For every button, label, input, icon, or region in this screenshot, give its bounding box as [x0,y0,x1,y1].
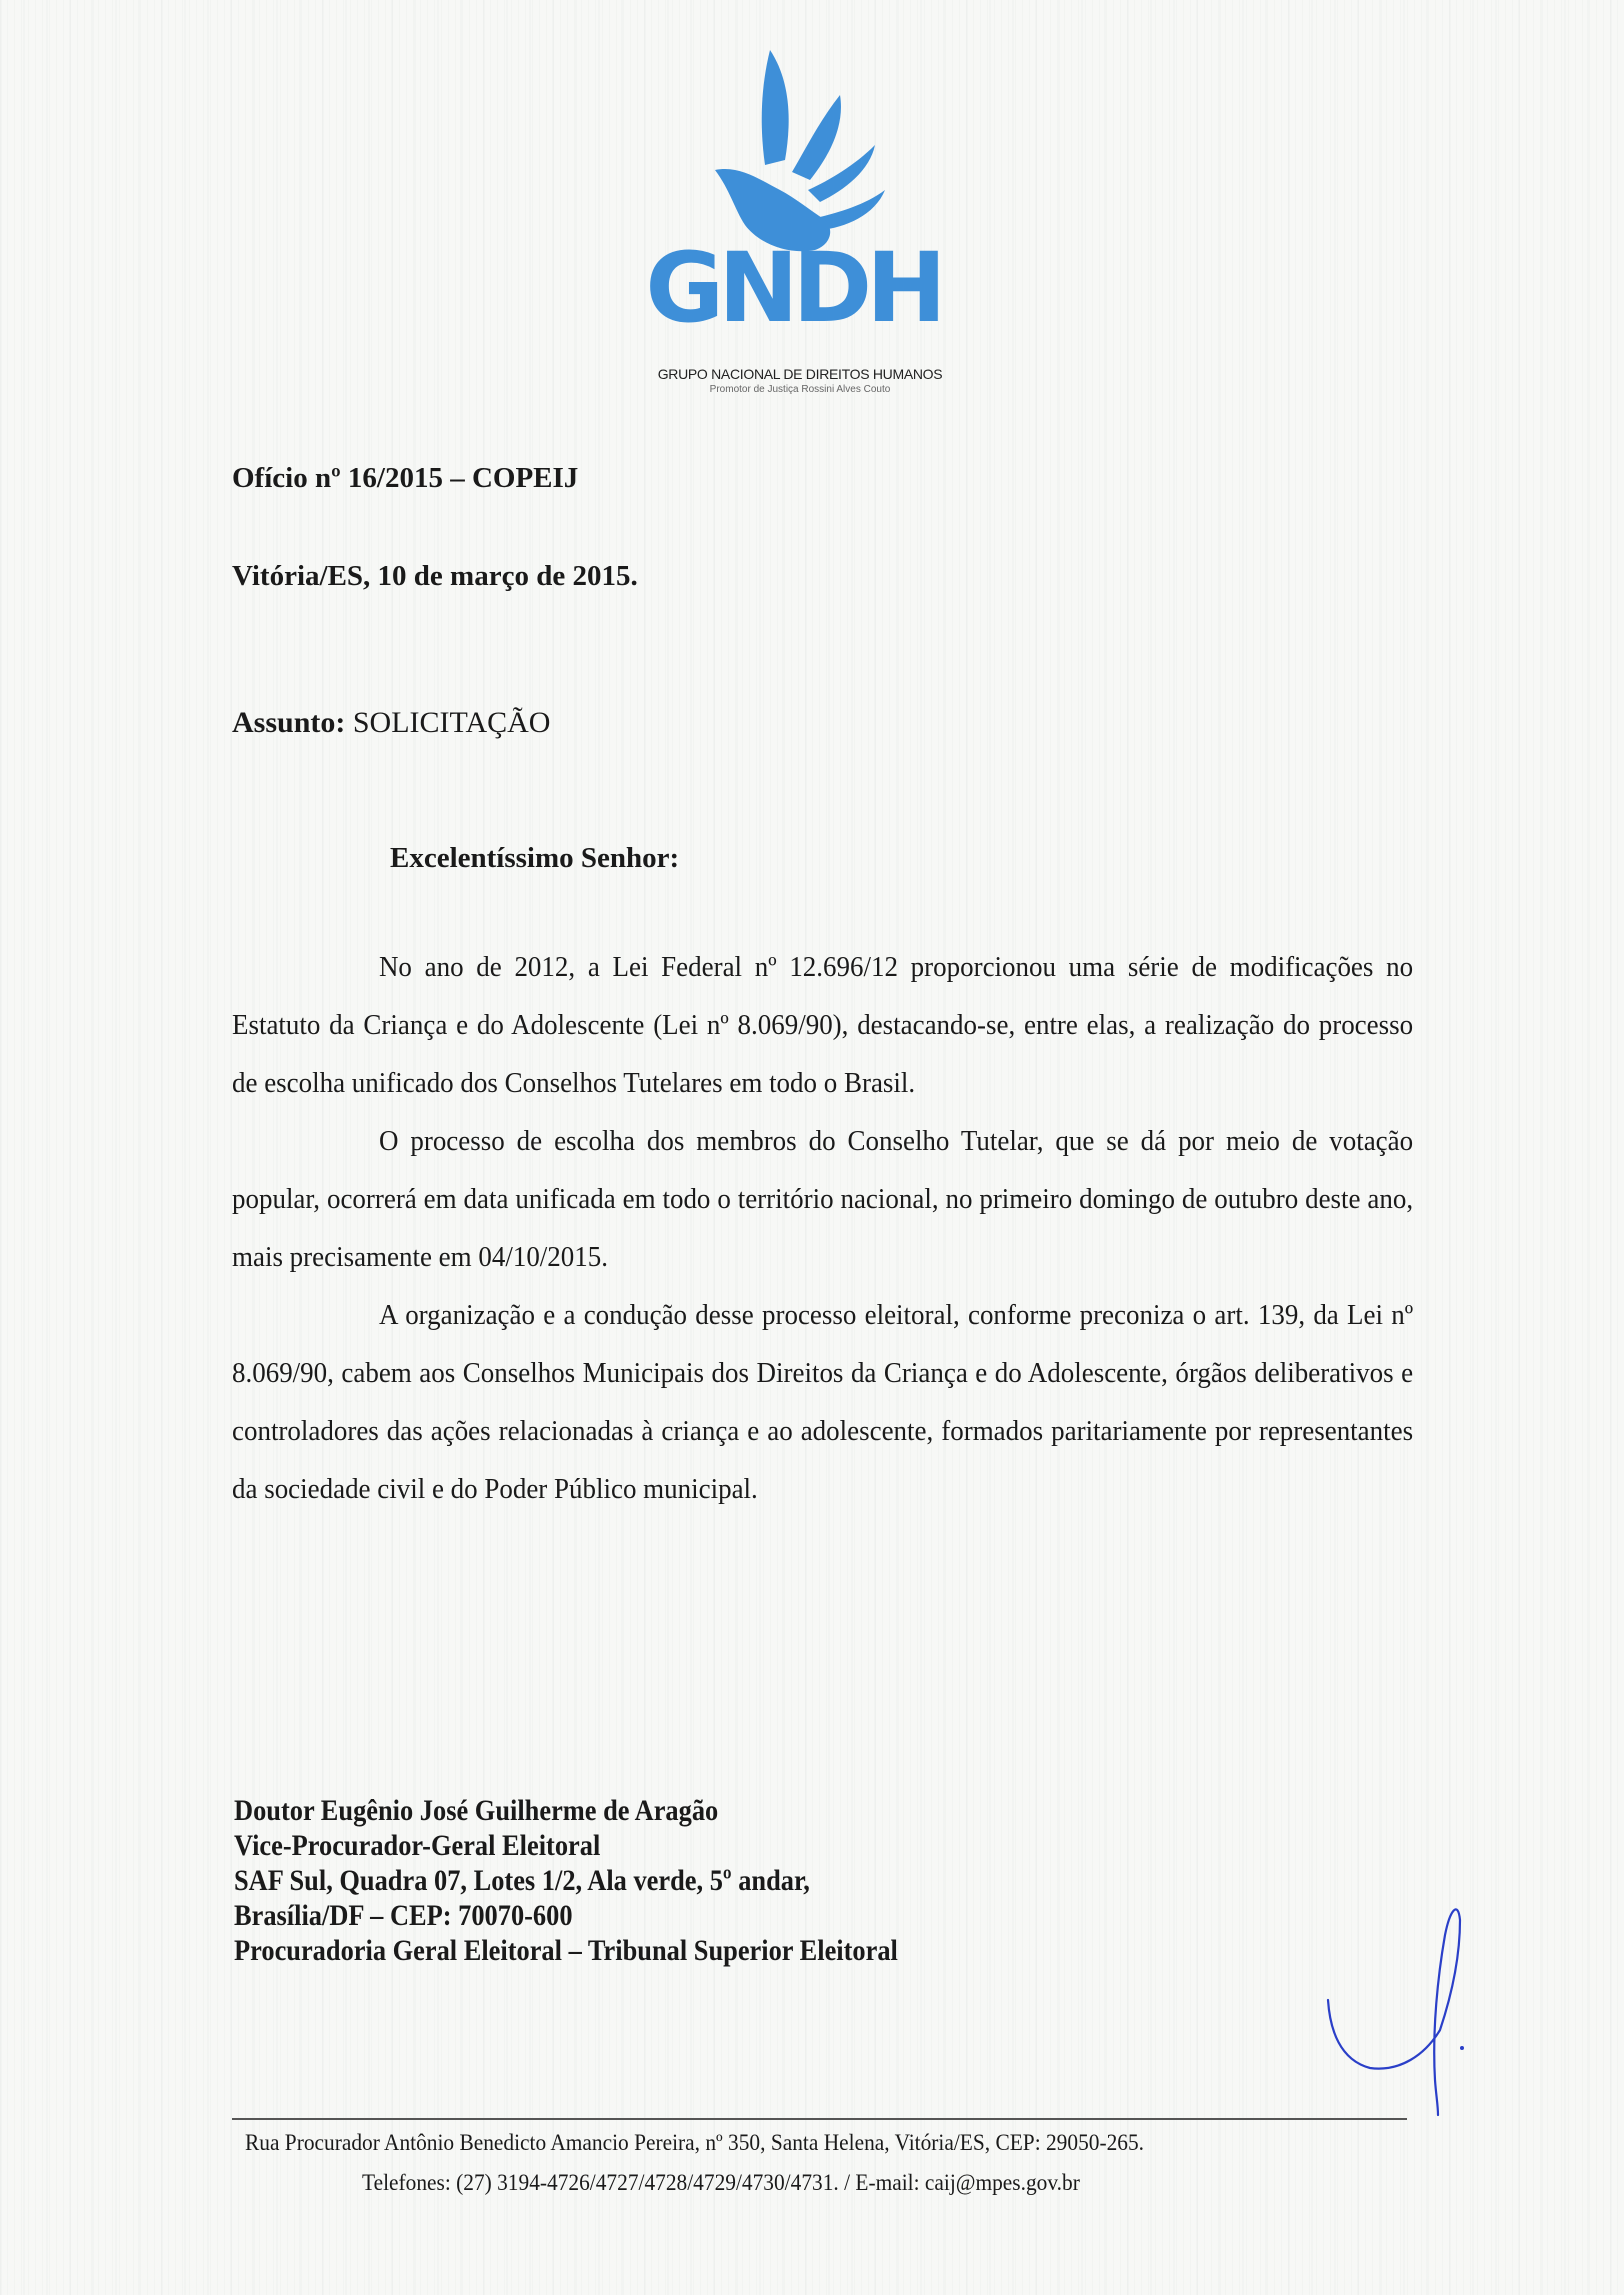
subject-label: Assunto: [232,706,346,739]
place-date: Vitória/ES, 10 de março de 2015. [232,560,638,592]
recipient-institution: Procuradoria Geral Eleitoral – Tribunal Superior Eleitoral [234,1934,898,1967]
footer-contact: Telefones: (27) 3194-4726/4727/4728/4729/4730/4731. / E-mail: caij@mpes.gov.br [362,2170,1080,2195]
body-paragraph: O processo de escolha dos membros do Conselho Tutelar, que se dá por meio de votação popular, ocorrerá em data unificada em todo o território nacional, no primeiro domingo de outubro deste ano, mais precisamente em 04/10/2015. [232,1125,1414,1273]
document-reference: Ofício nº 16/2015 – COPEIJ [232,462,579,494]
organization-tribute: Promotor de Justiça Rossini Alves Couto [709,384,891,395]
letter-body [232,938,1413,1518]
logo-wordmark: GNDH [645,232,941,344]
gndh-logo [620,40,960,395]
handwritten-signature [1300,1880,1480,2120]
organization-name: GRUPO NACIONAL DE DIREITOS HUMANOS [657,366,943,382]
footer-divider [232,2118,1407,2120]
recipient-address-line1: SAF Sul, Quadra 07, Lotes 1/2, Ala verde, 5º andar, [234,1864,810,1897]
salutation: Excelentíssimo Senhor: [390,842,680,874]
recipient-block [234,1793,898,1968]
recipient-title: Vice-Procurador-Geral Eleitoral [234,1829,601,1862]
recipient-name: Doutor Eugênio José Guilherme de Aragão [234,1794,719,1827]
footer-address: Rua Procurador Antônio Benedicto Amancio Pereira, nº 350, Santa Helena, Vitória/ES, CEP: 29050-265. [245,2130,1145,2155]
recipient-address-line2: Brasília/DF – CEP: 70070-600 [234,1899,573,1932]
subject-line [232,706,550,740]
body-paragraph: No ano de 2012, a Lei Federal nº 12.696/12 proporcionou uma série de modificações no Estatuto da Criança e do Adolescente (Lei nº 8.069/90), destacando-se, entre elas, a realização do processo de escolha unificado dos Conselhos Tutelares em todo o Brasil. [232,951,1414,1099]
subject-value: SOLICITAÇÃO [352,706,551,739]
body-paragraph: A organização e a condução desse processo eleitoral, conforme preconiza o art. 139, da Lei nº 8.069/90, cabem aos Conselhos Municipais dos Direitos da Criança e do Adolescente, órgãos deliberativos e controladores das ações relacionadas à criança e ao adolescente, formados paritariamente por representantes da sociedade civil e do Poder Público municipal. [232,1299,1414,1505]
